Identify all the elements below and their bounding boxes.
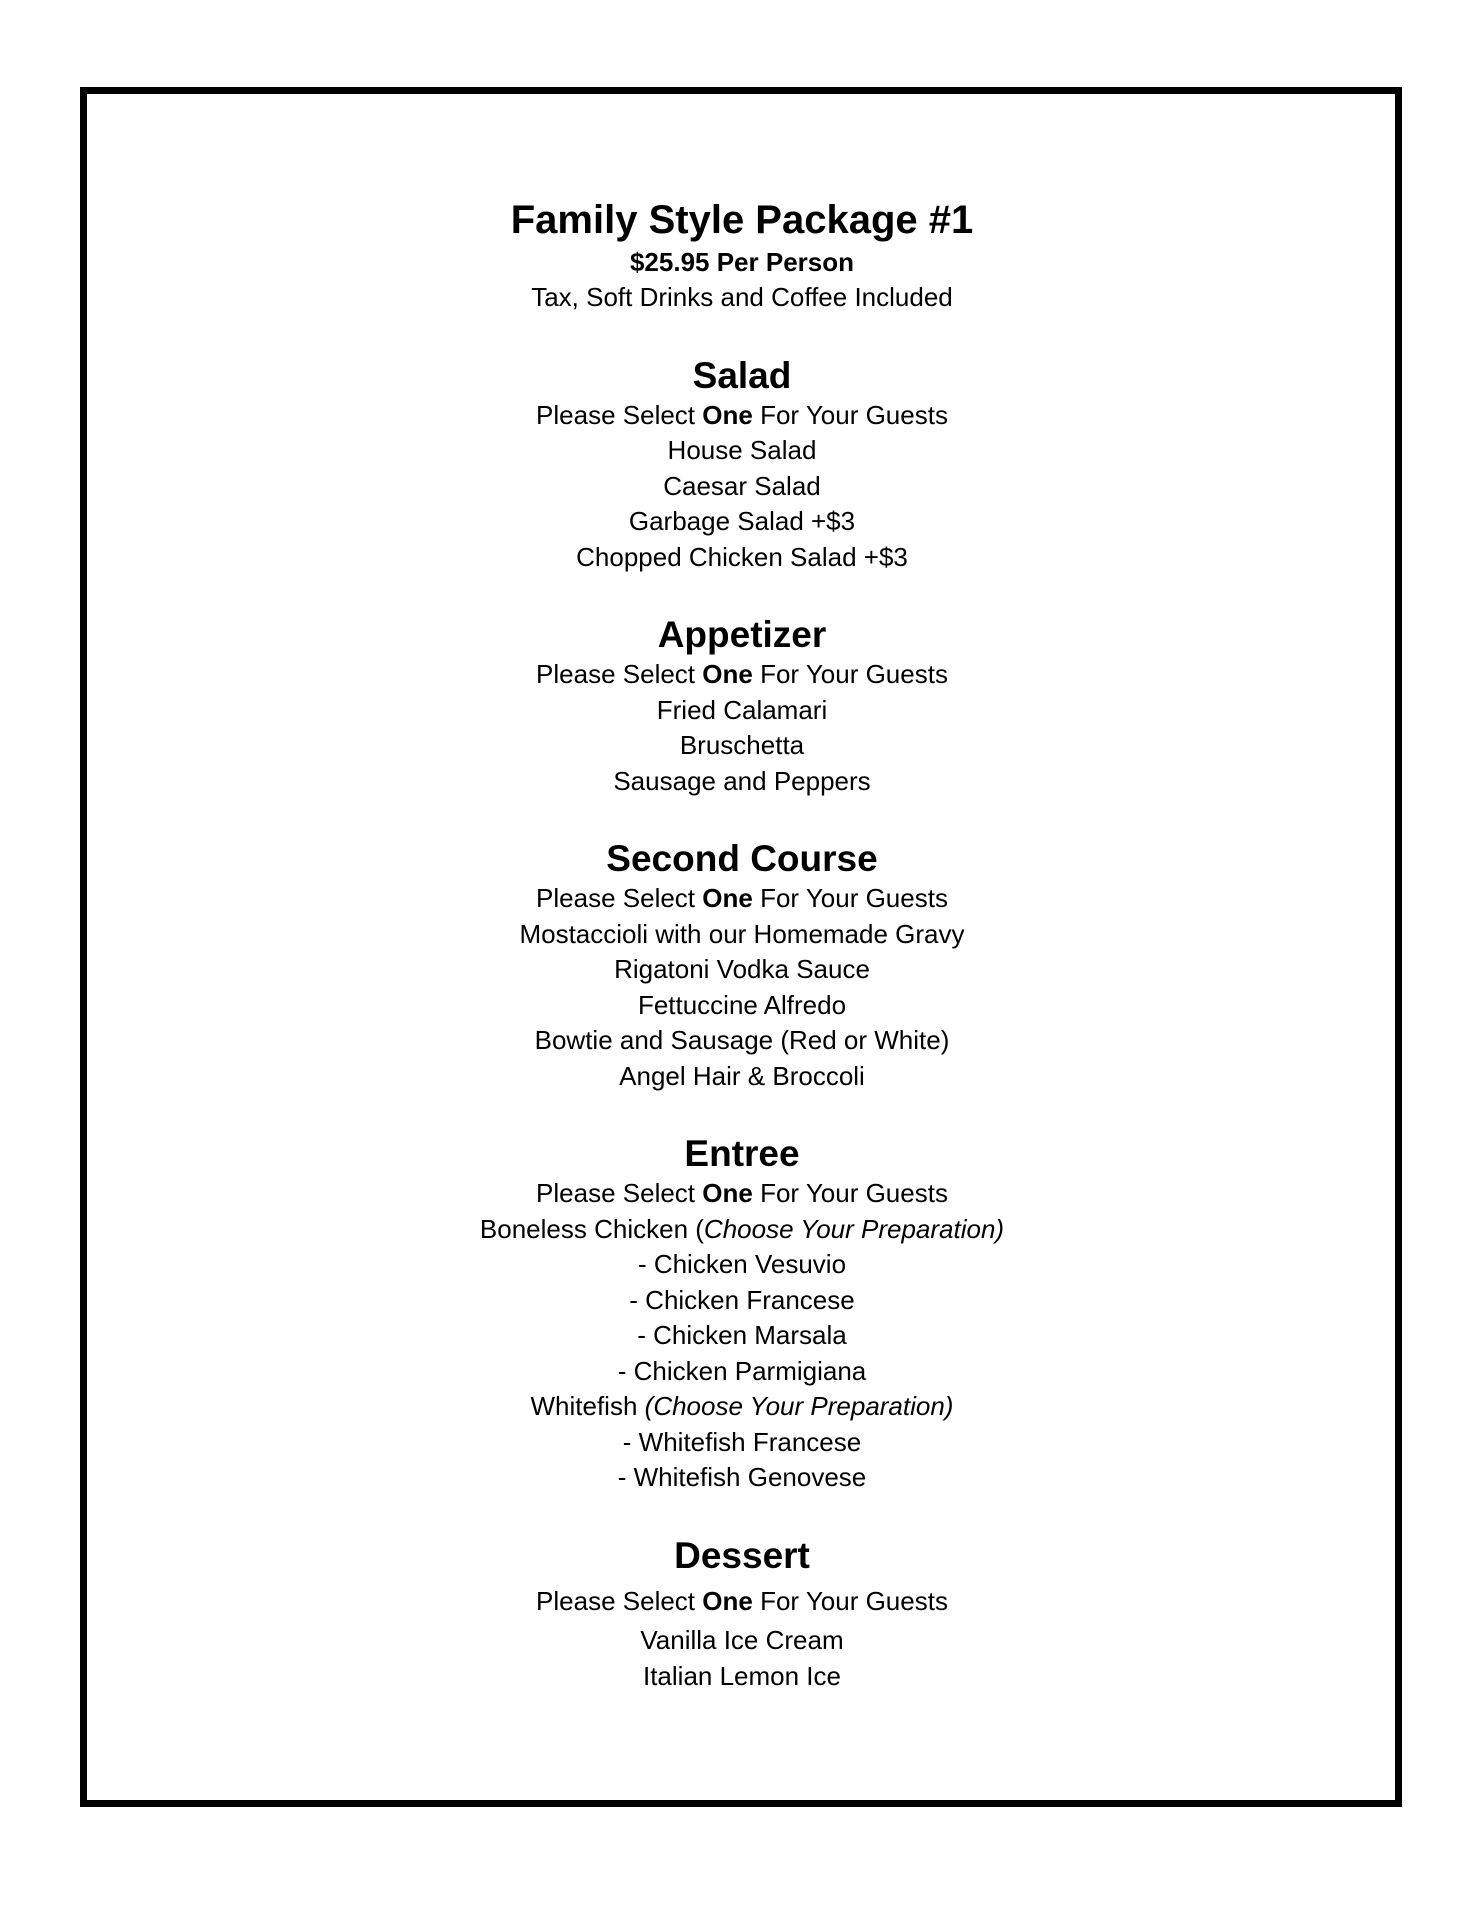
menu-item: Sausage and Peppers [613, 765, 871, 796]
menu-item-whitefish: Whitefish (Choose Your Preparation) [530, 1391, 954, 1421]
select-instruction: Please Select One For Your Guests [536, 883, 948, 913]
page-title: Family Style Package #1 [510, 198, 974, 242]
menu-sub-item: - Chicken Parmigiana [617, 1355, 867, 1386]
select-instruction: Please Select One For Your Guests [536, 399, 948, 430]
menu-sub-item: - Whitefish Genovese [617, 1462, 867, 1492]
section-second-course [87, 837, 1397, 1094]
menu-item-boneless-chicken: Boneless Chicken (Choose Your Preparation) [479, 1213, 1005, 1244]
menu-item: Angel Hair & Broccoli [619, 1060, 865, 1091]
menu-item: Mostaccioli with our Homemade Gravy [519, 918, 965, 949]
menu-item: Fried Calamari [656, 694, 828, 725]
menu-item: Bruschetta [679, 730, 805, 760]
menu-item: Rigatoni Vodka Sauce [614, 954, 870, 984]
section-entree [87, 1132, 1397, 1496]
select-instruction: Please Select One For Your Guests [536, 659, 948, 689]
menu-sub-item: - Whitefish Francese [622, 1426, 862, 1457]
select-instruction: Please Select One For Your Guests [536, 1178, 948, 1208]
section-heading: Entree [684, 1133, 800, 1174]
menu-item: Fettuccine Alfredo [637, 989, 847, 1020]
menu-item: Italian Lemon Ice [642, 1660, 841, 1691]
section-salad [87, 354, 1397, 576]
menu-item: House Salad [667, 435, 817, 465]
section-dessert [87, 1534, 1397, 1695]
menu-item: Chopped Chicken Salad +$3 [576, 541, 908, 572]
menu-sub-item: - Chicken Vesuvio [637, 1249, 847, 1279]
menu-item: Vanilla Ice Cream [640, 1625, 844, 1655]
menu-content [87, 196, 1397, 1694]
section-appetizer [87, 613, 1397, 799]
menu-item: Garbage Salad +$3 [628, 506, 856, 536]
menu-sub-item: - Chicken Marsala [637, 1320, 847, 1350]
included-note: Tax, Soft Drinks and Coffee Included [531, 282, 953, 312]
section-heading: Second Course [606, 838, 878, 879]
menu-item: Bowtie and Sausage (Red or White) [534, 1025, 950, 1055]
menu-item: Caesar Salad [663, 470, 821, 501]
select-instruction: Please Select One For Your Guests [536, 1585, 948, 1616]
price-per-person: $25.95 Per Person [629, 247, 855, 277]
menu-header [87, 196, 1397, 316]
section-heading: Appetizer [657, 614, 827, 655]
menu-sub-item: - Chicken Francese [629, 1284, 855, 1315]
section-heading: Dessert [674, 1534, 810, 1576]
section-heading: Salad [692, 354, 792, 396]
